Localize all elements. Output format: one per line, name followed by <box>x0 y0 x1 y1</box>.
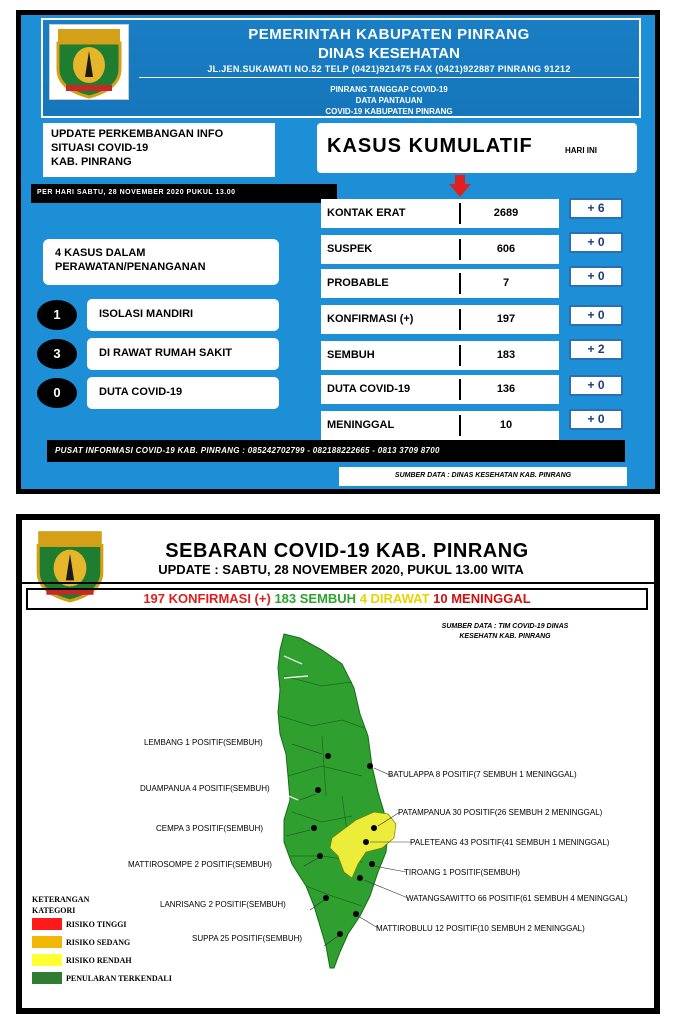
stat-value: 136 <box>496 383 516 395</box>
marker-batulappa <box>367 763 373 769</box>
header-subtitle-line3: COVID-19 KABUPATEN PINRANG <box>325 107 453 116</box>
stat-separator <box>459 379 461 400</box>
regency-logo <box>49 24 129 100</box>
stat-label: SUSPEK <box>327 243 373 255</box>
care-count-badge: 0 <box>37 378 77 408</box>
kasus-kumulatif-box <box>317 123 637 173</box>
covid-info-panel <box>16 10 660 494</box>
stat-label: KONTAK ERAT <box>327 207 406 219</box>
stat-label: PROBABLE <box>327 277 389 289</box>
legend-swatch <box>32 954 62 966</box>
label-mattirobulu: MATTIROBULU 12 POSITIF(10 SEMBUH 2 MENINGGAL) <box>376 924 585 933</box>
stat-delta-badge: + 0 <box>569 305 623 326</box>
perawatan-box <box>43 239 279 285</box>
stat-value: 7 <box>502 277 510 289</box>
legend-label: RISIKO SEDANG <box>66 938 131 947</box>
stat-delta-badge: + 0 <box>569 375 623 396</box>
label-patampanua: PATAMPANUA 30 POSITIF(26 SEMBUH 2 MENINGGAL) <box>398 808 603 817</box>
map-source-line1: SUMBER DATA : TIM COVID-19 DINAS <box>441 623 569 630</box>
stat-value: 2689 <box>493 207 519 219</box>
stat-label: MENINGGAL <box>327 419 395 431</box>
stat-delta-badge: + 2 <box>569 339 623 360</box>
stat-label: DUTA COVID-19 <box>327 383 411 395</box>
label-watangsawitto: WATANGSAWITTO 66 POSITIF(61 SEMBUH 4 MENINGGAL) <box>406 894 628 903</box>
arrow-down-icon <box>449 175 471 197</box>
stat-separator <box>459 415 461 436</box>
stat-separator <box>459 239 461 260</box>
stat-sembuh: 183 SEMBUH <box>274 591 357 606</box>
stat-label: SEMBUH <box>327 349 375 361</box>
label-cempa: CEMPA 3 POSITIF(SEMBUH) <box>156 824 263 833</box>
update-info-box <box>43 123 275 177</box>
legend-swatch <box>32 936 62 948</box>
update-line2: SITUASI COVID-19 <box>51 142 149 154</box>
map-region-green <box>278 634 388 968</box>
header-divider <box>139 77 639 78</box>
header-title-line1: PEMERINTAH KABUPATEN PINRANG <box>248 26 530 43</box>
stat-delta-badge: + 0 <box>569 232 623 253</box>
stat-row <box>321 199 559 228</box>
stat-delta-badge: + 0 <box>569 409 623 430</box>
marker-lembang <box>325 753 331 759</box>
legend-swatch <box>32 972 62 984</box>
source-note: SUMBER DATA : DINAS KESEHATAN KAB. PINRANG <box>339 467 627 486</box>
kasus-subtitle: HARI INI <box>565 146 597 155</box>
marker-watangsawitto <box>357 875 363 881</box>
kasus-title: KASUS KUMULATIF <box>327 135 533 157</box>
stat-row <box>321 341 559 370</box>
legend-label: PENULARAN TERKENDALI <box>66 974 172 983</box>
stat-dirawat: 4 DIRAWAT <box>359 591 430 606</box>
stat-separator <box>459 203 461 224</box>
map-panel <box>16 514 660 1014</box>
stat-row <box>321 305 559 334</box>
stat-value: 606 <box>496 243 516 255</box>
care-label-box: DI RAWAT RUMAH SAKIT <box>87 338 279 370</box>
update-line1: UPDATE PERKEMBANGAN INFO <box>51 128 224 140</box>
label-lembang: LEMBANG 1 POSITIF(SEMBUH) <box>144 738 263 747</box>
stat-value: 183 <box>496 349 516 361</box>
header-address: JL.JEN.SUKAWATI NO.52 TELP (0421)921475 FAX (0421)922887 PINRANG 91212 <box>207 64 571 74</box>
info-hotline-bar: PUSAT INFORMASI COVID-19 KAB. PINRANG : 085242702799 - 082188222665 - 0813 3709 8700 <box>47 440 625 462</box>
header-banner <box>41 18 641 118</box>
stat-meninggal: 10 MENINGGAL <box>433 591 531 606</box>
legend-label: RISIKO TINGGI <box>66 920 127 929</box>
header-title-line2: DINAS KESEHATAN <box>318 45 460 62</box>
map-source-note <box>410 622 600 642</box>
stat-row <box>321 269 559 298</box>
legend-swatch <box>32 918 62 930</box>
stat-row <box>321 411 559 440</box>
map-divider <box>22 582 654 584</box>
stat-delta-badge: + 0 <box>569 266 623 287</box>
stat-label: KONFIRMASI (+) <box>327 313 414 325</box>
marker-duampanua <box>315 787 321 793</box>
perawatan-line2: PERAWATAN/PENANGANAN <box>55 261 206 273</box>
stat-delta-badge: + 6 <box>569 198 623 219</box>
care-label-box: DUTA COVID-19 <box>87 377 279 409</box>
care-count-badge: 3 <box>37 339 77 369</box>
panel-background <box>21 15 655 489</box>
date-bar: PER HARI SABTU, 28 NOVEMBER 2020 PUKUL 13.00 <box>31 184 337 203</box>
label-suppa: SUPPA 25 POSITIF(SEMBUH) <box>192 934 303 943</box>
legend-title <box>32 894 89 916</box>
stat-konfirmasi: 197 KONFIRMASI (+) <box>143 591 271 606</box>
header-subtitle-line1: PINRANG TANGGAP COVID-19 <box>330 85 448 94</box>
map-source-line2: KESEHATN KAB. PINRANG <box>459 633 551 640</box>
map-update: UPDATE : SABTU, 28 NOVEMBER 2020, PUKUL 13.00 WITA <box>158 562 524 577</box>
perawatan-line1: 4 KASUS DALAM <box>55 247 146 259</box>
marker-paleteang <box>363 839 369 845</box>
update-line3: KAB. PINRANG <box>51 156 132 168</box>
map-stats-bar <box>26 588 648 610</box>
legend-title-line1: KETERANGAN <box>32 895 90 904</box>
marker-cempa <box>311 825 317 831</box>
map-panel-background <box>22 520 654 1008</box>
label-tiroang: TIROANG 1 POSITIF(SEMBUH) <box>404 868 521 877</box>
label-mattirosompe: MATTIROSOMPE 2 POSITIF(SEMBUH) <box>128 860 272 869</box>
label-paleteang: PALETEANG 43 POSITIF(41 SEMBUH 1 MENINGGAL) <box>410 838 610 847</box>
stat-value: 197 <box>496 313 516 325</box>
label-duampanua: DUAMPANUA 4 POSITIF(SEMBUH) <box>140 784 270 793</box>
stat-row <box>321 375 559 404</box>
header-subtitle <box>139 84 639 117</box>
stat-separator <box>459 273 461 294</box>
stat-row <box>321 235 559 264</box>
marker-patampanua <box>371 825 377 831</box>
header-subtitle-line2: DATA PANTAUAN <box>355 96 423 105</box>
stat-separator <box>459 345 461 366</box>
map-title: SEBARAN COVID-19 KAB. PINRANG <box>165 540 529 562</box>
care-count-badge: 1 <box>37 300 77 330</box>
care-label-box: ISOLASI MANDIRI <box>87 299 279 331</box>
legend-title-line2: KATEGORI <box>32 906 76 915</box>
label-lanrisang: LANRISANG 2 POSITIF(SEMBUH) <box>160 900 286 909</box>
legend-label: RISIKO RENDAH <box>66 956 132 965</box>
label-batulappa: BATULAPPA 8 POSITIF(7 SEMBUH 1 MENINGGAL) <box>388 770 577 779</box>
stat-value: 10 <box>499 419 513 431</box>
stat-separator <box>459 309 461 330</box>
